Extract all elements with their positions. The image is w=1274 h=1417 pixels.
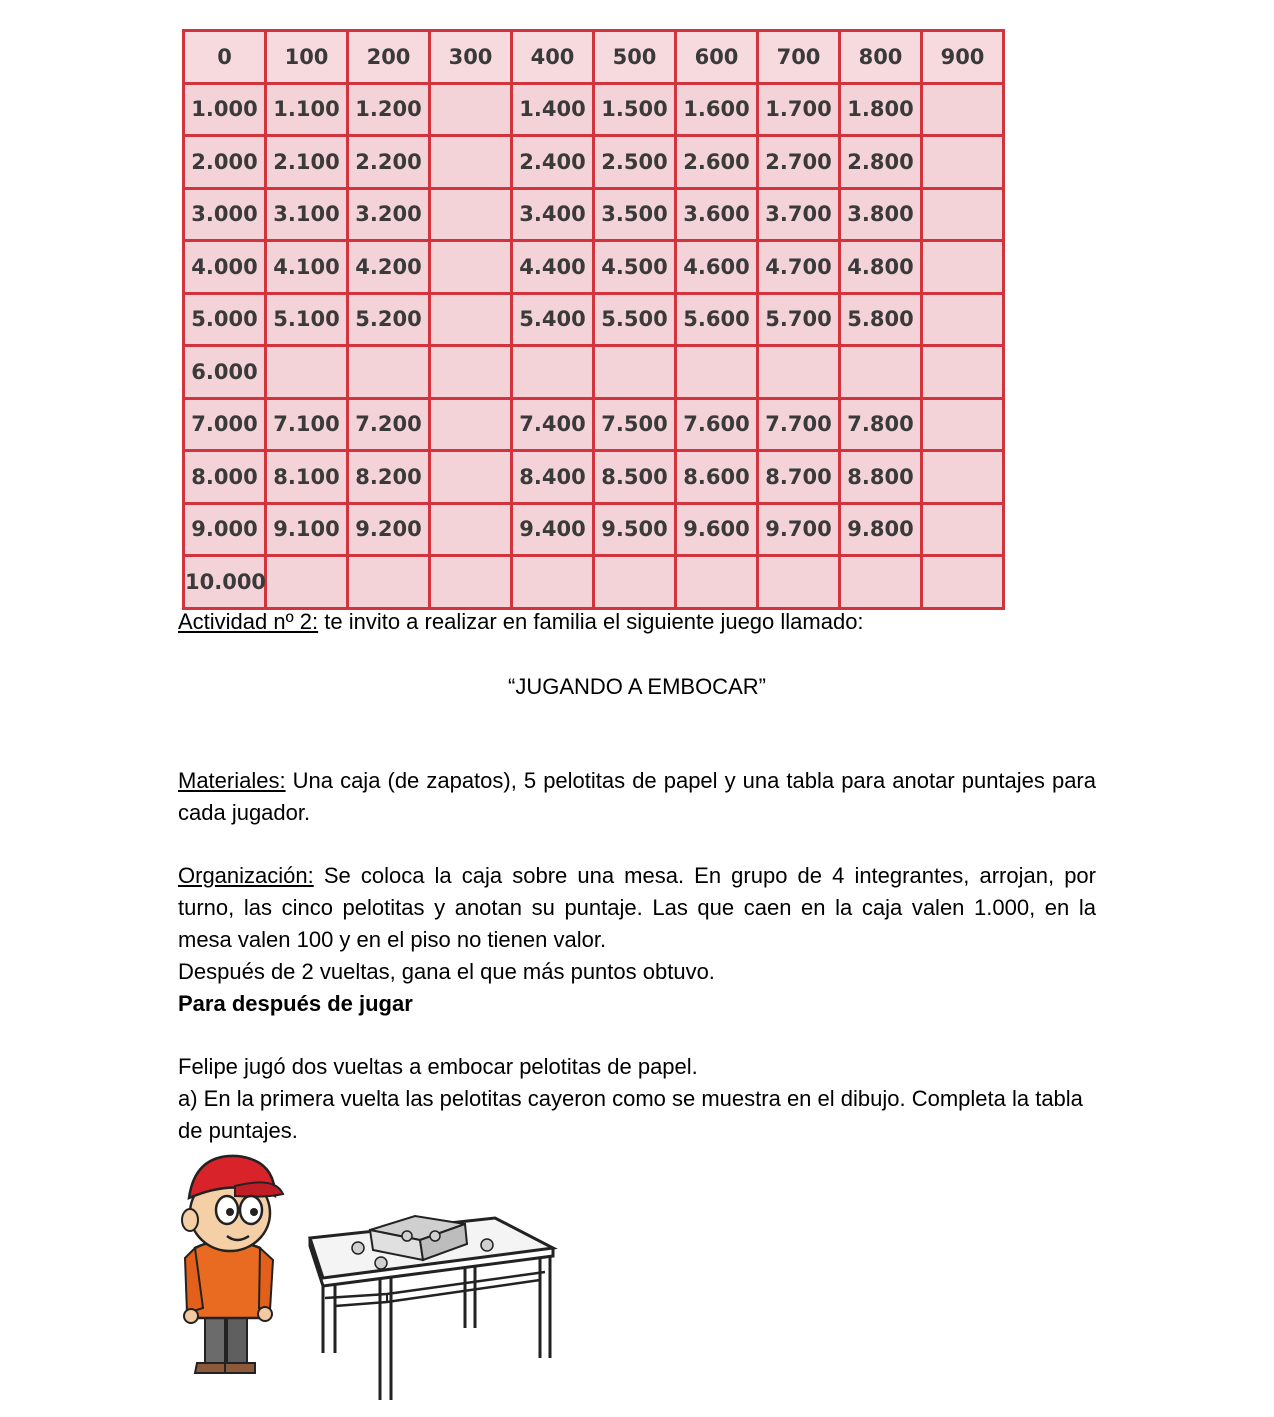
- grid-cell: 8.200: [348, 451, 430, 504]
- grid-cell: [922, 398, 1004, 451]
- grid-cell: [922, 556, 1004, 609]
- grid-cell: 9.400: [512, 503, 594, 556]
- grid-cell: 9.500: [594, 503, 676, 556]
- grid-cell: 200: [348, 31, 430, 84]
- grid-cell: [922, 83, 1004, 136]
- grid-cell: 800: [840, 31, 922, 84]
- grid-cell: 8.500: [594, 451, 676, 504]
- grid-cell: [430, 188, 512, 241]
- grid-cell: 5.500: [594, 293, 676, 346]
- grid-cell: 4.200: [348, 241, 430, 294]
- grid-row: [184, 293, 1004, 346]
- grid-cell: 900: [922, 31, 1004, 84]
- number-grid: [182, 29, 1005, 610]
- grid-cell: [430, 83, 512, 136]
- grid-cell: 100: [266, 31, 348, 84]
- grid-cell: 9.600: [676, 503, 758, 556]
- grid-row: [184, 136, 1004, 189]
- grid-cell: 4.800: [840, 241, 922, 294]
- grid-row: [184, 398, 1004, 451]
- table-with-box-and-paper-balls-icon: [310, 1216, 553, 1400]
- grid-cell: 1.200: [348, 83, 430, 136]
- grid-cell: 3.700: [758, 188, 840, 241]
- grid-cell: 1.500: [594, 83, 676, 136]
- grid-cell: 1.600: [676, 83, 758, 136]
- grid-cell: [430, 241, 512, 294]
- grid-cell: 5.200: [348, 293, 430, 346]
- grid-row: [184, 451, 1004, 504]
- grid-cell: 5.400: [512, 293, 594, 346]
- grid-cell: [594, 346, 676, 399]
- materials-label: Materiales:: [178, 768, 286, 793]
- grid-cell: 3.200: [348, 188, 430, 241]
- grid-cell: [430, 556, 512, 609]
- grid-cell: 3.100: [266, 188, 348, 241]
- grid-cell: 5.700: [758, 293, 840, 346]
- grid-cell: 5.600: [676, 293, 758, 346]
- grid-cell: [430, 293, 512, 346]
- grid-cell: [758, 556, 840, 609]
- grid-row: [184, 556, 1004, 609]
- grid-cell: 9.100: [266, 503, 348, 556]
- grid-cell: 10.000: [184, 556, 266, 609]
- organization-paragraph: [178, 860, 1096, 1020]
- grid-row: [184, 241, 1004, 294]
- grid-cell: [430, 503, 512, 556]
- activity-text: te invito a realizar en familia el siguiente juego llamado:: [318, 609, 864, 634]
- grid-row: [184, 31, 1004, 84]
- felipe-line: Felipe jugó dos vueltas a embocar pelotitas de papel.: [178, 1054, 698, 1079]
- grid-cell: [594, 556, 676, 609]
- grid-cell: 1.400: [512, 83, 594, 136]
- grid-cell: [348, 556, 430, 609]
- organization-line2: Después de 2 vueltas, gana el que más puntos obtuvo.: [178, 959, 715, 984]
- grid-cell: 3.500: [594, 188, 676, 241]
- grid-cell: 7.500: [594, 398, 676, 451]
- grid-row: [184, 346, 1004, 399]
- grid-cell: 700: [758, 31, 840, 84]
- grid-cell: [922, 188, 1004, 241]
- after-heading: Para después de jugar: [178, 991, 413, 1016]
- grid-cell: [430, 398, 512, 451]
- grid-cell: [922, 503, 1004, 556]
- grid-cell: 2.200: [348, 136, 430, 189]
- activity-label: Actividad nº 2:: [178, 609, 319, 634]
- grid-cell: 7.800: [840, 398, 922, 451]
- grid-cell: 2.800: [840, 136, 922, 189]
- game-title: “JUGANDO A EMBOCAR”: [508, 674, 766, 699]
- grid-cell: 8.100: [266, 451, 348, 504]
- grid-cell: 8.800: [840, 451, 922, 504]
- grid-cell: [922, 346, 1004, 399]
- grid-cell: 7.400: [512, 398, 594, 451]
- grid-cell: 2.700: [758, 136, 840, 189]
- grid-cell: 2.400: [512, 136, 594, 189]
- grid-cell: [840, 556, 922, 609]
- boy-with-red-cap-icon: [182, 1156, 283, 1373]
- grid-cell: 400: [512, 31, 594, 84]
- grid-cell: [348, 346, 430, 399]
- grid-cell: 2.000: [184, 136, 266, 189]
- grid-cell: 3.400: [512, 188, 594, 241]
- grid-cell: 4.600: [676, 241, 758, 294]
- grid-cell: 1.700: [758, 83, 840, 136]
- grid-cell: [758, 346, 840, 399]
- materials-paragraph: [178, 765, 1096, 829]
- grid-cell: [430, 136, 512, 189]
- grid-cell: [512, 556, 594, 609]
- grid-cell: 7.600: [676, 398, 758, 451]
- grid-cell: [676, 346, 758, 399]
- grid-cell: 500: [594, 31, 676, 84]
- grid-cell: 9.700: [758, 503, 840, 556]
- grid-cell: 2.100: [266, 136, 348, 189]
- grid-cell: 5.800: [840, 293, 922, 346]
- organization-text: Se coloca la caja sobre una mesa. En grupo de 4 integrantes, arrojan, por turno, las cinco pelotitas y anotan su puntaje. Las que caen en la caja valen 1.000, en la mesa valen 100 y en el piso no tienen valor.: [178, 863, 1096, 952]
- grid-row: [184, 188, 1004, 241]
- grid-cell: [922, 451, 1004, 504]
- grid-cell: 4.100: [266, 241, 348, 294]
- grid-row: [184, 83, 1004, 136]
- grid-cell: 8.400: [512, 451, 594, 504]
- grid-cell: 2.500: [594, 136, 676, 189]
- grid-cell: 5.000: [184, 293, 266, 346]
- grid-row: [184, 503, 1004, 556]
- grid-cell: 9.800: [840, 503, 922, 556]
- activity-line: [178, 606, 1096, 638]
- grid-cell: [266, 556, 348, 609]
- grid-cell: [922, 136, 1004, 189]
- grid-cell: 8.000: [184, 451, 266, 504]
- grid-cell: 600: [676, 31, 758, 84]
- grid-cell: 4.000: [184, 241, 266, 294]
- grid-cell: [922, 241, 1004, 294]
- grid-cell: 4.700: [758, 241, 840, 294]
- grid-cell: 4.500: [594, 241, 676, 294]
- grid-cell: [840, 346, 922, 399]
- grid-cell: 3.800: [840, 188, 922, 241]
- grid-cell: 1.800: [840, 83, 922, 136]
- grid-cell: 7.100: [266, 398, 348, 451]
- grid-cell: 2.600: [676, 136, 758, 189]
- grid-cell: [676, 556, 758, 609]
- grid-cell: 8.700: [758, 451, 840, 504]
- grid-cell: [266, 346, 348, 399]
- organization-label: Organización:: [178, 863, 314, 888]
- grid-cell: 6.000: [184, 346, 266, 399]
- grid-cell: 300: [430, 31, 512, 84]
- question-paragraph: [178, 1051, 1096, 1147]
- grid-cell: 8.600: [676, 451, 758, 504]
- question-a: a) En la primera vuelta las pelotitas cayeron como se muestra en el dibujo. Completa la tabla de puntajes.: [178, 1086, 1083, 1143]
- grid-cell: 3.600: [676, 188, 758, 241]
- grid-cell: [922, 293, 1004, 346]
- grid-cell: 1.100: [266, 83, 348, 136]
- grid-cell: 7.200: [348, 398, 430, 451]
- grid-cell: [512, 346, 594, 399]
- grid-cell: 7.700: [758, 398, 840, 451]
- grid-cell: [430, 346, 512, 399]
- game-illustration: [175, 1148, 565, 1406]
- grid-cell: 4.400: [512, 241, 594, 294]
- grid-cell: [430, 451, 512, 504]
- grid-cell: 3.000: [184, 188, 266, 241]
- grid-cell: 9.000: [184, 503, 266, 556]
- grid-cell: 5.100: [266, 293, 348, 346]
- materials-text: Una caja (de zapatos), 5 pelotitas de papel y una tabla para anotar puntajes para cada jugador.: [178, 768, 1096, 825]
- grid-cell: 9.200: [348, 503, 430, 556]
- grid-cell: 1.000: [184, 83, 266, 136]
- grid-cell: 7.000: [184, 398, 266, 451]
- grid-cell: 0: [184, 31, 266, 84]
